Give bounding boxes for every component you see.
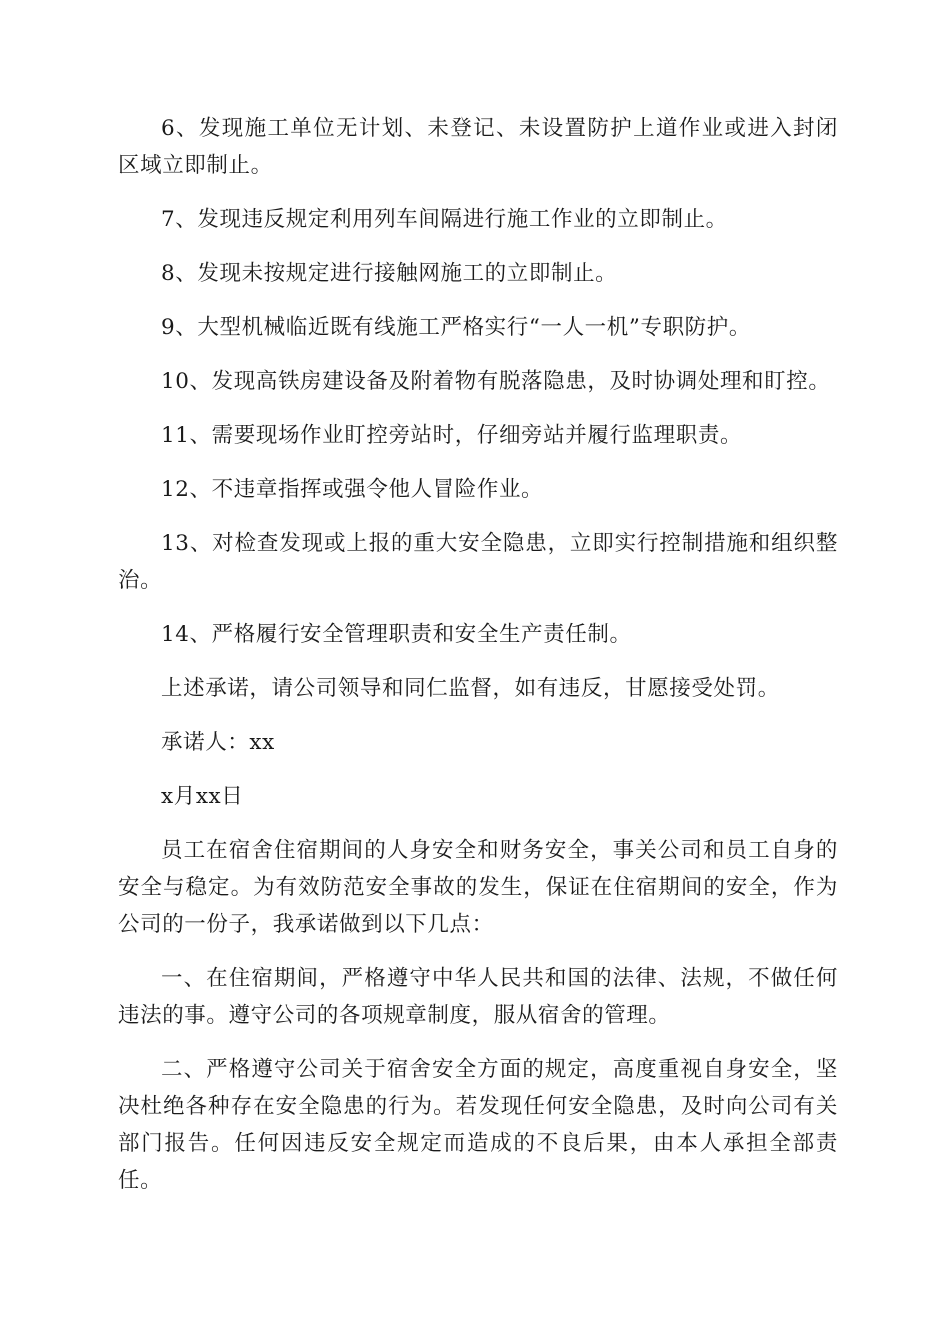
paragraph-item-7: 7、发现违反规定利用列车间隔进行施工作业的立即制止。 <box>161 207 728 232</box>
dormitory-pledge-intro: 员工在宿舍住宿期间的人身安全和财务安全，事关公司和员工自身的安全与稳定。为有效防范安全事故的发生，保证在住宿期间的安全，作为公司的一份子，我承诺做到以下几点： <box>118 838 838 937</box>
paragraph-item-9: 9、大型机械临近既有线施工严格实行“一人一机”专职防护。 <box>161 315 751 340</box>
paragraph-item-6: 6、发现施工单位无计划、未登记、未设置防护上道作业或进入封闭区域立即制止。 <box>118 116 838 178</box>
pledge-date: x月xx日 <box>161 784 244 809</box>
dormitory-pledge-point-2: 二、严格遵守公司关于宿舍安全方面的规定，高度重视自身安全，坚决杜绝各种存在安全隐患的行为。若发现任何安全隐患，及时向公司有关部门报告。任何因违反安全规定而造成的不良后果，由本人承担全部责任。 <box>118 1057 838 1193</box>
dormitory-pledge-point-1: 一、在住宿期间，严格遵守中华人民共和国的法律、法规，不做任何违法的事。遵守公司的各项规章制度，服从宿舍的管理。 <box>118 966 838 1028</box>
document-page <box>118 110 838 1216</box>
pledge-closing-statement: 上述承诺，请公司领导和同仁监督，如有违反，甘愿接受处罚。 <box>161 676 780 701</box>
paragraph-item-11: 11、需要现场作业盯控旁站时，仔细旁站并履行监理职责。 <box>161 423 743 448</box>
paragraph-item-14: 14、严格履行安全管理职责和安全生产责任制。 <box>161 622 632 647</box>
pledger-signature: 承诺人：xx <box>161 730 275 755</box>
paragraph-item-10: 10、发现高铁房建设备及附着物有脱落隐患，及时协调处理和盯控。 <box>161 369 831 394</box>
paragraph-item-12: 12、不违章指挥或强令他人冒险作业。 <box>161 477 544 502</box>
paragraph-item-13: 13、对检查发现或上报的重大安全隐患，立即实行控制措施和组织整治。 <box>118 531 838 593</box>
paragraph-item-8: 8、发现未按规定进行接触网施工的立即制止。 <box>161 261 618 286</box>
